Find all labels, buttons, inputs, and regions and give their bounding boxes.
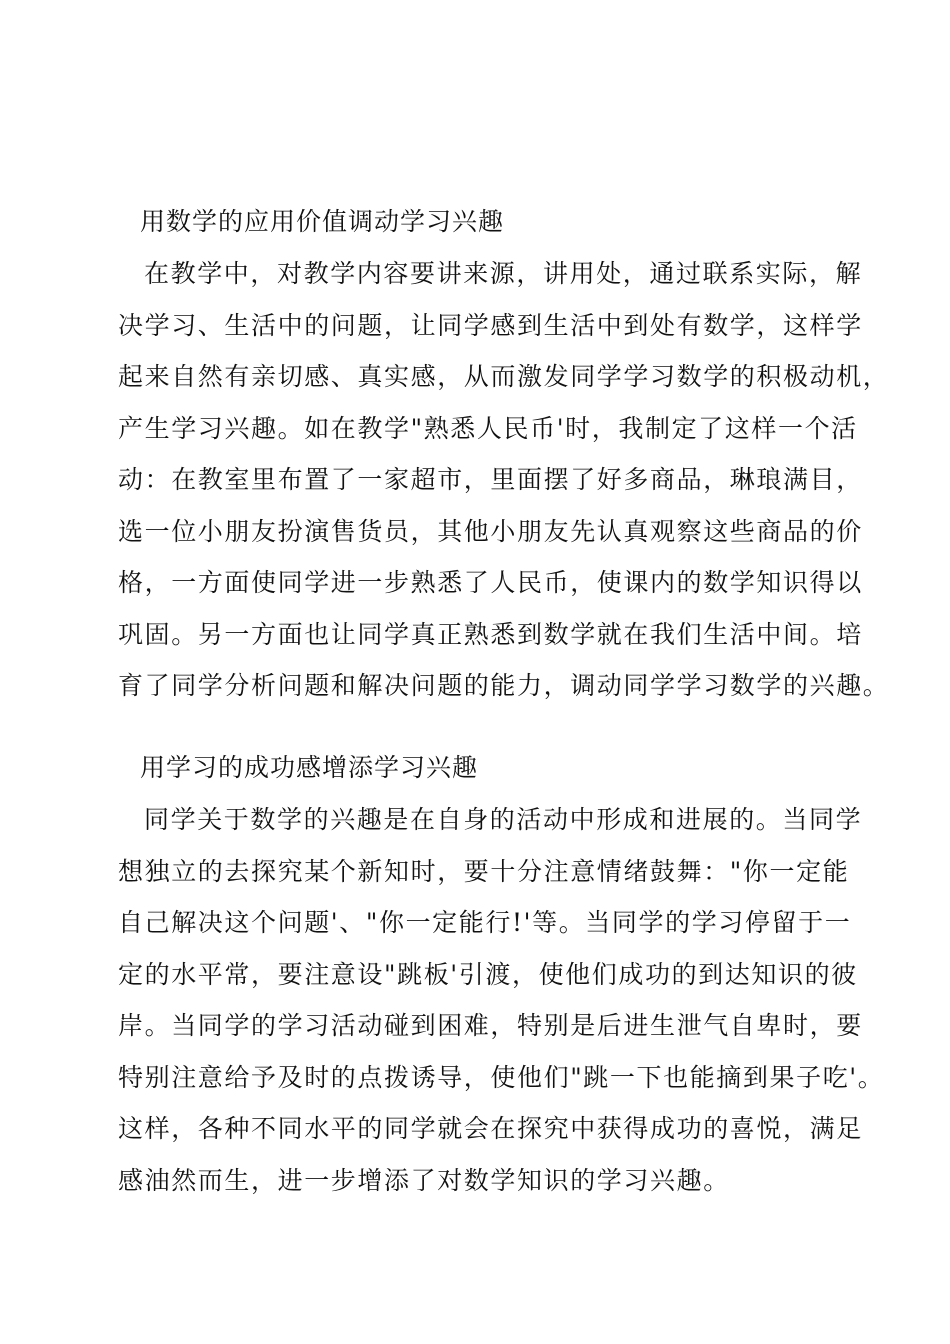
paragraph-line: 感油然而生，进一步增添了对数学知识的学习兴趣。	[118, 1165, 730, 1195]
paragraph-line: 决学习、生活中的问题，让同学感到生活中到处有数学，这样学	[118, 310, 863, 340]
paragraph-line: 在教学中，对教学内容要讲来源，讲用处，通过联系实际，解	[144, 259, 863, 288]
section-heading: 用学习的成功感增添学习兴趣	[140, 753, 479, 782]
paragraph-line: 起来自然有亲切感、真实感，从而激发同学学习数学的积极动机，	[118, 362, 890, 391]
paragraph-line: 动：在教室里布置了一家超市，里面摆了好多商品，琳琅满目，	[118, 465, 863, 494]
paragraph-line: 同学关于数学的兴趣是在自身的活动中形成和进展的。当同学	[144, 805, 863, 834]
paragraph-line: 产生学习兴趣。如在教学"熟悉人民币'时，我制定了这样一个活	[118, 413, 858, 443]
section-heading: 用数学的应用价值调动学习兴趣	[140, 207, 505, 236]
paragraph-line: 巩固。另一方面也让同学真正熟悉到数学就在我们生活中间。培	[118, 619, 863, 649]
paragraph-line: 选一位小朋友扮演售货员，其他小朋友先认真观察这些商品的价	[118, 516, 863, 546]
paragraph-line: 格，一方面使同学进一步熟悉了人民币，使课内的数学知识得以	[118, 568, 863, 597]
paragraph-line: 育了同学分析问题和解决问题的能力，调动同学学习数学的兴趣。	[118, 671, 890, 700]
section-paragraph	[118, 248, 890, 712]
paragraph-line: 定的水平常，要注意设"跳板'引渡，使他们成功的到达知识的彼	[118, 959, 858, 989]
section-application-value	[118, 196, 890, 712]
paragraph-line: 特别注意给予及时的点拨诱导，使他们"跳一下也能摘到果子吃'。	[118, 1062, 885, 1092]
paragraph-line: 这样，各种不同水平的同学就会在探究中获得成功的喜悦，满足	[118, 1114, 863, 1143]
section-success-feeling	[118, 742, 885, 1206]
paragraph-line: 自己解决这个问题'、"你一定能行!'等。当同学的学习停留于一	[118, 908, 852, 937]
paragraph-line: 岸。当同学的学习活动碰到困难，特别是后进生泄气自卑时，要	[118, 1011, 863, 1040]
section-paragraph	[118, 794, 885, 1206]
paragraph-line: 想独立的去探究某个新知时，要十分注意情绪鼓舞："你一定能	[118, 856, 850, 886]
